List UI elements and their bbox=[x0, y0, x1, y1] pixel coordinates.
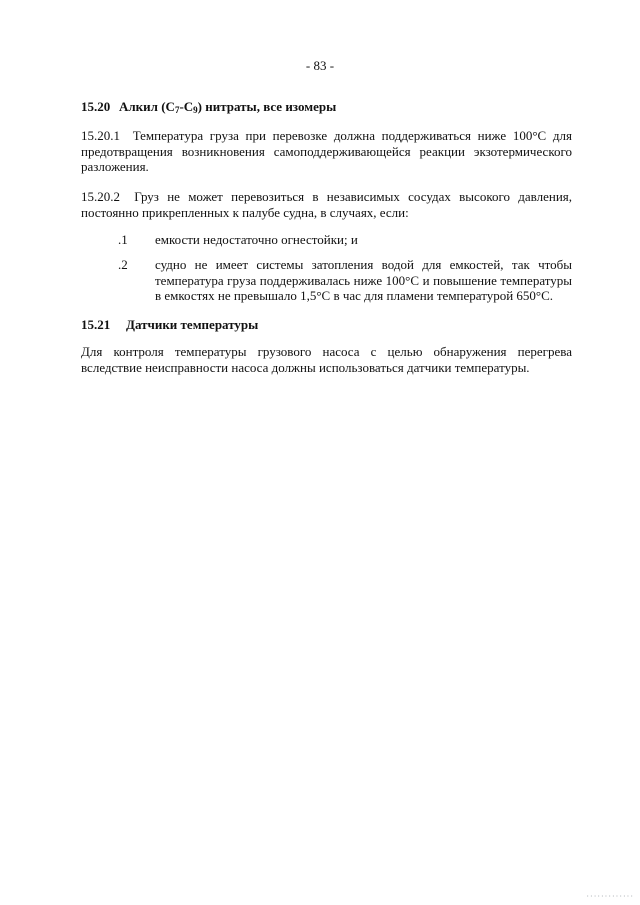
paragraph-15-20-1 bbox=[81, 128, 572, 175]
paragraph-15-20-2 bbox=[81, 189, 572, 220]
scan-edge-mark: ············· bbox=[586, 892, 634, 901]
paragraph-number: 15.20.2 bbox=[81, 189, 120, 204]
subscript: 9 bbox=[193, 105, 198, 115]
section-heading-15-20 bbox=[81, 99, 336, 115]
section-title-part: -С bbox=[179, 99, 194, 114]
paragraph-text: Температура груза при перевозке должна поддерживаться ниже 100°С для предотвращения возникновения самоподдерживающейся реакции экзотермического разложения. bbox=[81, 128, 572, 174]
subscript: 7 bbox=[174, 105, 180, 115]
list-marker: .1 bbox=[118, 232, 128, 247]
section-title: Датчики температуры bbox=[126, 317, 259, 332]
list-item bbox=[81, 232, 572, 248]
list-item-text: емкости недостаточно огнестойки; и bbox=[155, 232, 358, 247]
paragraph-15-21 bbox=[81, 344, 572, 375]
paragraph-text: Груз не может перевозиться в независимых сосудах высокого давления, постоянно прикрепленных к палубе судна, в случаях, если: bbox=[81, 189, 572, 220]
list-marker: .2 bbox=[118, 257, 128, 272]
list-item bbox=[81, 257, 572, 305]
section-title-part: ) нитраты, все изомеры bbox=[197, 99, 337, 114]
paragraph-text: Для контроля температуры грузового насоса с целью обнаружения перегрева вследствие неисправности насоса должны использоваться датчики температуры. bbox=[81, 344, 572, 375]
page-number: - 83 - bbox=[305, 58, 335, 73]
section-number: 15.21 bbox=[81, 317, 111, 332]
list-item-text: судно не имеет системы затопления водой для емкостей, так чтобы температура груза поддерживалась ниже 100°С и повышение температуры в емкостях не превышало 1,5°С в час для пламени температурой 650°С. bbox=[155, 257, 572, 303]
section-title-part: Алкил (С bbox=[119, 99, 175, 114]
section-heading-15-21 bbox=[81, 317, 258, 333]
section-number: 15.20 bbox=[81, 99, 111, 114]
paragraph-number: 15.20.1 bbox=[81, 128, 120, 143]
